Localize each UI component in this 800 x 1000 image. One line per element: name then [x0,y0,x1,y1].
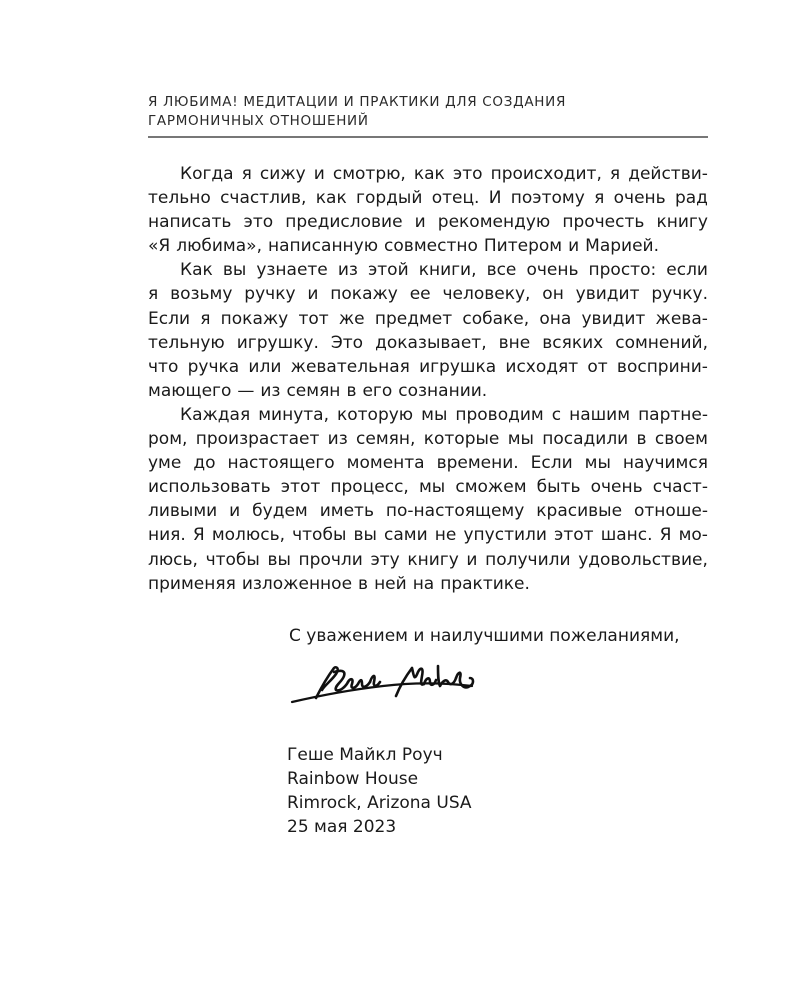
word: это [452,164,483,184]
word: будем [252,501,308,522]
word: Я [659,525,672,546]
word: предмет [374,308,453,329]
word: мающего [148,380,232,401]
word: ром, [148,429,188,450]
word: если [666,260,708,281]
word: счастлив, [220,188,307,209]
word: гордый [356,188,423,209]
word: вы [267,549,291,570]
word: времени. [436,453,519,474]
word: ручку. [651,284,708,305]
word: чтобы [205,549,260,570]
paragraph-line [148,523,708,547]
word: из [337,260,358,281]
word: Марией. [585,236,659,257]
word: восприни- [616,356,708,377]
sender-place: Rainbow House [287,769,419,789]
word: прочесть [562,212,645,233]
word: Если [148,308,191,329]
word: действи- [628,164,708,184]
header-divider [148,136,708,138]
word: мы [507,429,534,450]
word: книги, [418,260,477,281]
word: как [413,164,445,184]
signature-icon [288,656,488,712]
word: сможем [455,477,527,498]
word: процесс, [330,477,409,498]
word: в [358,573,369,594]
word: доказывает, [375,332,487,353]
word: очень [613,188,666,209]
word: отец. [431,188,480,209]
word: эту [370,549,400,570]
paragraph-line [148,427,708,451]
word: смотрю, [332,164,406,184]
word: момента [346,453,425,474]
word: в [636,429,647,450]
word: которые [423,429,500,450]
word: увидит [581,308,646,329]
word: и [229,501,241,522]
paragraph-line [148,331,708,355]
word: я [241,164,252,184]
word: настоящего [227,453,335,474]
word: все [486,260,517,281]
word: предисловие [285,212,403,233]
word: которую [336,404,414,425]
word: И [488,188,502,209]
word: очень [526,260,579,281]
word: жева- [655,308,708,329]
word: применяя [148,573,236,594]
word: на [412,573,435,594]
word: прочли [298,549,363,570]
word: или [248,356,282,377]
word: счаст- [652,477,708,498]
word: не [434,525,457,546]
paragraph-line [148,355,708,379]
word: и [466,549,478,570]
word: мы [418,477,446,498]
word: по-настоящему [385,501,525,522]
sender-block [287,743,472,839]
paragraph-line [148,548,708,572]
word: из [327,429,348,450]
paragraph-line [148,258,708,282]
word: она [539,308,572,329]
word: исходят [505,356,579,377]
word: молюсь, [211,525,285,546]
word: иметь [319,501,374,522]
word: мы [421,404,448,425]
word: красивые [536,501,623,522]
word: поэтому [510,188,585,209]
word: сижу [259,164,306,184]
word: семян [286,380,341,401]
paragraph-line [148,234,708,258]
word: партне- [638,404,708,425]
word: я [200,308,211,329]
word: и [307,284,319,305]
word: Я [192,525,205,546]
sender-name: Геше Майкл Роуч [287,745,443,765]
paragraph-line [148,499,708,523]
word: сомнений, [615,332,708,353]
paragraph-line [148,162,708,186]
sender-date: 25 мая 2023 [287,817,397,837]
word: быть [536,477,581,498]
word: ливыми [148,501,218,522]
word: ручку [244,284,296,305]
word: вне [498,332,531,353]
word: уме [148,453,182,474]
word: Как [180,260,213,281]
word: игрушку. [236,332,319,353]
paragraph-line [148,475,708,499]
paragraph-line [148,379,708,403]
running-header-line-1: Я ЛЮБИМА! МЕДИТАЦИИ И ПРАКТИКИ ДЛЯ СОЗДАНИЯ [148,94,567,110]
running-header-line-2: ГАРМОНИЧНЫХ ОТНОШЕНИЙ [148,113,369,129]
word: собаке, [462,308,530,329]
word: узнаете [256,260,328,281]
word: научимся [622,453,708,474]
word: и [414,212,426,233]
word: книгу [407,549,459,570]
word: Каждая [180,404,251,425]
word: «Я [148,236,171,257]
foreword-text [148,162,708,596]
word: очень [590,477,643,498]
word: ней [374,573,407,594]
word: тот [298,308,329,329]
word: любима», [176,236,262,257]
word: я [609,164,621,184]
word: тельную [148,332,225,353]
word: вы [353,525,377,546]
word: покажу [330,284,398,305]
word: произрастает [195,429,320,450]
word: использовать [148,477,271,498]
word: упустили [463,525,547,546]
word: я [148,284,159,305]
word: Если [530,453,573,474]
word: рад [674,188,708,209]
word: люсь, [148,549,198,570]
word: Это [330,332,364,353]
paragraph-line [148,451,708,475]
word: совместно [384,236,478,257]
word: из [260,380,281,401]
word: посадили [542,429,629,450]
word: просто: [588,260,657,281]
word: Когда [180,164,234,184]
running-header [148,93,708,131]
word: шанс. [600,525,653,546]
paragraph-line [148,403,708,427]
word: увидит [575,284,640,305]
word: же [338,308,365,329]
paragraph-line [148,210,708,234]
word: нашим [569,404,631,425]
word: он [542,284,564,305]
word: как [315,188,347,209]
word: игрушка [419,356,497,377]
word: ния. [148,525,186,546]
word: изложенное [241,573,353,594]
word: этой [367,260,409,281]
word: вы [222,260,247,281]
word: от [587,356,608,377]
word: мо- [678,525,708,546]
word: семян, [356,429,416,450]
word: написать [148,212,232,233]
sender-location: Rimrock, Arizona USA [287,793,472,813]
word: мы [584,453,611,474]
word: Питером [483,236,563,257]
word: чтобы [292,525,347,546]
word: и [568,236,580,257]
word: написанную [267,236,379,257]
word: происходит, [490,164,602,184]
word: я [594,188,605,209]
word: его [362,380,393,401]
word: практике. [440,573,530,594]
word: в [346,380,357,401]
word: получили [485,549,571,570]
paragraph-line [148,307,708,331]
word: сознании. [398,380,488,401]
word: проводим [455,404,544,425]
word: книгу [656,212,708,233]
word: сами [384,525,428,546]
word: удовольствие, [578,549,708,570]
word: это [243,212,274,233]
word: жевательная [290,356,410,377]
word: возьму [170,284,233,305]
word: с [551,404,562,425]
closing-salutation: С уважением и наилучшими пожеланиями, [289,626,680,646]
word: всяких [542,332,604,353]
word: — [237,380,255,401]
word: отноше- [633,501,708,522]
word: ручка [187,356,240,377]
word: этот [554,525,594,546]
word: тельно [148,188,211,209]
paragraph-line [148,572,708,596]
word: что [148,356,179,377]
word: человеку, [442,284,531,305]
word: минута, [258,404,329,425]
paragraph-line [148,186,708,210]
word: своем [654,429,708,450]
word: до [193,453,216,474]
word: и [313,164,325,184]
word: ее [409,284,431,305]
word: покажу [220,308,289,329]
paragraph-line [148,282,708,306]
word: этот [280,477,321,498]
word: рекомендую [437,212,551,233]
